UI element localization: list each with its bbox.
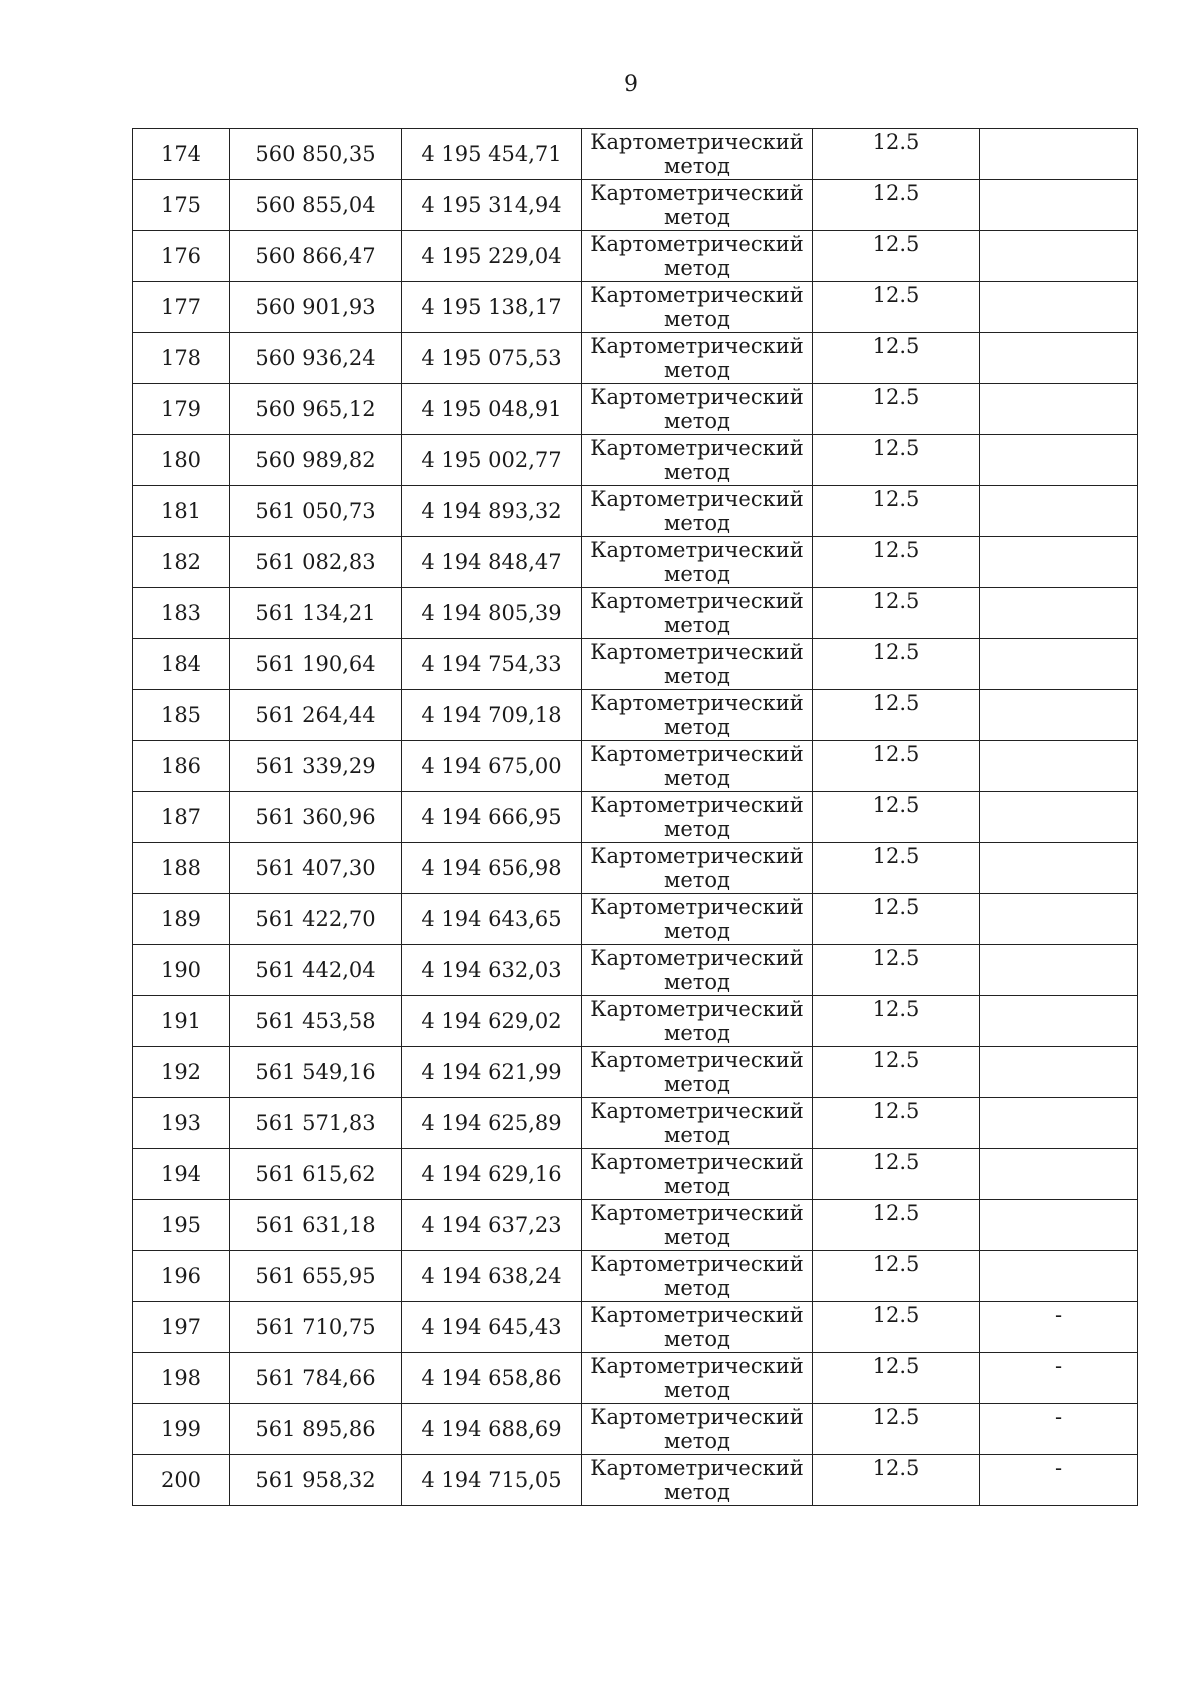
page-number: 9 xyxy=(624,72,638,97)
method-line-1: Картометрический xyxy=(590,283,804,307)
accuracy-cell: 12.5 xyxy=(813,1251,980,1302)
note-cell xyxy=(980,1098,1138,1149)
note-cell xyxy=(980,129,1138,180)
y-coordinate-cell: 4 194 666,95 xyxy=(402,792,582,843)
method-line-1: Картометрический xyxy=(590,946,804,970)
method-cell xyxy=(582,894,813,945)
accuracy-cell: 12.5 xyxy=(813,588,980,639)
y-coordinate-cell: 4 194 625,89 xyxy=(402,1098,582,1149)
method-cell xyxy=(582,1251,813,1302)
y-coordinate-cell: 4 194 629,02 xyxy=(402,996,582,1047)
point-number-cell: 182 xyxy=(133,537,230,588)
method-line-2: метод xyxy=(664,1276,730,1300)
note-cell xyxy=(980,1200,1138,1251)
note-cell xyxy=(980,1251,1138,1302)
y-coordinate-cell: 4 195 138,17 xyxy=(402,282,582,333)
note-cell xyxy=(980,690,1138,741)
point-number-cell: 198 xyxy=(133,1353,230,1404)
y-coordinate-cell: 4 194 805,39 xyxy=(402,588,582,639)
accuracy-cell: 12.5 xyxy=(813,1353,980,1404)
method-cell xyxy=(582,180,813,231)
method-line-2: метод xyxy=(664,562,730,586)
method-cell xyxy=(582,231,813,282)
method-line-2: метод xyxy=(664,1429,730,1453)
table-row xyxy=(133,996,1138,1047)
accuracy-cell: 12.5 xyxy=(813,894,980,945)
method-line-1: Картометрический xyxy=(590,1303,804,1327)
method-line-1: Картометрический xyxy=(590,742,804,766)
accuracy-cell: 12.5 xyxy=(813,945,980,996)
method-cell xyxy=(582,945,813,996)
method-line-2: метод xyxy=(664,868,730,892)
accuracy-cell: 12.5 xyxy=(813,180,980,231)
y-coordinate-cell: 4 195 229,04 xyxy=(402,231,582,282)
y-coordinate-cell: 4 195 002,77 xyxy=(402,435,582,486)
accuracy-cell: 12.5 xyxy=(813,1200,980,1251)
y-coordinate-cell: 4 194 658,86 xyxy=(402,1353,582,1404)
method-line-2: метод xyxy=(664,1174,730,1198)
y-coordinate-cell: 4 195 454,71 xyxy=(402,129,582,180)
method-cell xyxy=(582,588,813,639)
method-line-1: Картометрический xyxy=(590,997,804,1021)
y-coordinate-cell: 4 194 632,03 xyxy=(402,945,582,996)
point-number-cell: 196 xyxy=(133,1251,230,1302)
accuracy-cell: 12.5 xyxy=(813,231,980,282)
x-coordinate-cell: 561 710,75 xyxy=(230,1302,402,1353)
table-row xyxy=(133,792,1138,843)
method-line-1: Картометрический xyxy=(590,487,804,511)
table-row xyxy=(133,1047,1138,1098)
method-line-1: Картометрический xyxy=(590,232,804,256)
method-line-2: метод xyxy=(664,613,730,637)
method-cell xyxy=(582,741,813,792)
method-cell xyxy=(582,435,813,486)
table-row xyxy=(133,435,1138,486)
method-line-2: метод xyxy=(664,409,730,433)
method-line-1: Картометрический xyxy=(590,793,804,817)
point-number-cell: 185 xyxy=(133,690,230,741)
point-number-cell: 184 xyxy=(133,639,230,690)
table-row xyxy=(133,1200,1138,1251)
x-coordinate-cell: 561 134,21 xyxy=(230,588,402,639)
table-row xyxy=(133,384,1138,435)
table-row xyxy=(133,1098,1138,1149)
note-cell xyxy=(980,180,1138,231)
method-line-1: Картометрический xyxy=(590,1150,804,1174)
x-coordinate-cell: 561 571,83 xyxy=(230,1098,402,1149)
method-line-1: Картометрический xyxy=(590,334,804,358)
accuracy-cell: 12.5 xyxy=(813,435,980,486)
method-cell xyxy=(582,1047,813,1098)
accuracy-cell: 12.5 xyxy=(813,486,980,537)
point-number-cell: 188 xyxy=(133,843,230,894)
table-row xyxy=(133,486,1138,537)
note-cell xyxy=(980,792,1138,843)
accuracy-cell: 12.5 xyxy=(813,537,980,588)
x-coordinate-cell: 560 855,04 xyxy=(230,180,402,231)
point-number-cell: 177 xyxy=(133,282,230,333)
table-row xyxy=(133,1302,1138,1353)
method-cell xyxy=(582,1302,813,1353)
method-line-1: Картометрический xyxy=(590,1405,804,1429)
table-row xyxy=(133,231,1138,282)
y-coordinate-cell: 4 194 754,33 xyxy=(402,639,582,690)
accuracy-cell: 12.5 xyxy=(813,1047,980,1098)
method-line-2: метод xyxy=(664,511,730,535)
method-line-1: Картометрический xyxy=(590,538,804,562)
x-coordinate-cell: 561 655,95 xyxy=(230,1251,402,1302)
point-number-cell: 197 xyxy=(133,1302,230,1353)
accuracy-cell: 12.5 xyxy=(813,792,980,843)
note-cell xyxy=(980,945,1138,996)
method-line-2: метод xyxy=(664,307,730,331)
table-row xyxy=(133,537,1138,588)
method-line-1: Картометрический xyxy=(590,844,804,868)
method-cell xyxy=(582,384,813,435)
x-coordinate-cell: 561 958,32 xyxy=(230,1455,402,1506)
method-line-1: Картометрический xyxy=(590,1099,804,1123)
method-cell xyxy=(582,1404,813,1455)
x-coordinate-cell: 561 190,64 xyxy=(230,639,402,690)
method-line-2: метод xyxy=(664,817,730,841)
coordinates-table-body xyxy=(133,129,1138,1506)
point-number-cell: 179 xyxy=(133,384,230,435)
method-line-1: Картометрический xyxy=(590,1354,804,1378)
point-number-cell: 200 xyxy=(133,1455,230,1506)
method-line-2: метод xyxy=(664,1072,730,1096)
note-cell xyxy=(980,231,1138,282)
accuracy-cell: 12.5 xyxy=(813,1149,980,1200)
table-row xyxy=(133,894,1138,945)
x-coordinate-cell: 560 965,12 xyxy=(230,384,402,435)
point-number-cell: 187 xyxy=(133,792,230,843)
table-row xyxy=(133,180,1138,231)
method-line-1: Картометрический xyxy=(590,1456,804,1480)
method-cell xyxy=(582,1149,813,1200)
table-row xyxy=(133,843,1138,894)
method-line-1: Картометрический xyxy=(590,1201,804,1225)
method-cell xyxy=(582,639,813,690)
y-coordinate-cell: 4 194 688,69 xyxy=(402,1404,582,1455)
y-coordinate-cell: 4 194 621,99 xyxy=(402,1047,582,1098)
method-line-1: Картометрический xyxy=(590,436,804,460)
y-coordinate-cell: 4 194 629,16 xyxy=(402,1149,582,1200)
x-coordinate-cell: 561 050,73 xyxy=(230,486,402,537)
x-coordinate-cell: 561 407,30 xyxy=(230,843,402,894)
method-line-1: Картометрический xyxy=(590,640,804,664)
note-cell: - xyxy=(980,1455,1138,1506)
y-coordinate-cell: 4 194 637,23 xyxy=(402,1200,582,1251)
note-cell xyxy=(980,333,1138,384)
point-number-cell: 181 xyxy=(133,486,230,537)
accuracy-cell: 12.5 xyxy=(813,282,980,333)
table-row xyxy=(133,588,1138,639)
note-cell xyxy=(980,588,1138,639)
point-number-cell: 178 xyxy=(133,333,230,384)
x-coordinate-cell: 561 895,86 xyxy=(230,1404,402,1455)
y-coordinate-cell: 4 195 048,91 xyxy=(402,384,582,435)
y-coordinate-cell: 4 195 075,53 xyxy=(402,333,582,384)
point-number-cell: 193 xyxy=(133,1098,230,1149)
x-coordinate-cell: 561 264,44 xyxy=(230,690,402,741)
accuracy-cell: 12.5 xyxy=(813,1098,980,1149)
method-line-2: метод xyxy=(664,1225,730,1249)
x-coordinate-cell: 561 784,66 xyxy=(230,1353,402,1404)
point-number-cell: 194 xyxy=(133,1149,230,1200)
method-cell xyxy=(582,996,813,1047)
accuracy-cell: 12.5 xyxy=(813,690,980,741)
x-coordinate-cell: 561 442,04 xyxy=(230,945,402,996)
point-number-cell: 174 xyxy=(133,129,230,180)
point-number-cell: 183 xyxy=(133,588,230,639)
method-line-2: метод xyxy=(664,664,730,688)
note-cell: - xyxy=(980,1353,1138,1404)
table-row xyxy=(133,1455,1138,1506)
method-line-2: метод xyxy=(664,256,730,280)
method-cell xyxy=(582,792,813,843)
table-row xyxy=(133,129,1138,180)
x-coordinate-cell: 560 850,35 xyxy=(230,129,402,180)
method-cell xyxy=(582,843,813,894)
method-line-1: Картометрический xyxy=(590,130,804,154)
table-row xyxy=(133,333,1138,384)
method-cell xyxy=(582,486,813,537)
method-cell xyxy=(582,1200,813,1251)
accuracy-cell: 12.5 xyxy=(813,639,980,690)
method-line-2: метод xyxy=(664,970,730,994)
accuracy-cell: 12.5 xyxy=(813,384,980,435)
x-coordinate-cell: 561 360,96 xyxy=(230,792,402,843)
y-coordinate-cell: 4 194 709,18 xyxy=(402,690,582,741)
method-line-2: метод xyxy=(664,205,730,229)
x-coordinate-cell: 561 631,18 xyxy=(230,1200,402,1251)
y-coordinate-cell: 4 195 314,94 xyxy=(402,180,582,231)
method-cell xyxy=(582,333,813,384)
method-cell xyxy=(582,1353,813,1404)
table-row xyxy=(133,1251,1138,1302)
x-coordinate-cell: 561 615,62 xyxy=(230,1149,402,1200)
point-number-cell: 192 xyxy=(133,1047,230,1098)
note-cell xyxy=(980,384,1138,435)
accuracy-cell: 12.5 xyxy=(813,129,980,180)
x-coordinate-cell: 560 989,82 xyxy=(230,435,402,486)
method-line-2: метод xyxy=(664,1480,730,1504)
table-row xyxy=(133,1353,1138,1404)
y-coordinate-cell: 4 194 638,24 xyxy=(402,1251,582,1302)
note-cell xyxy=(980,996,1138,1047)
method-line-2: метод xyxy=(664,1378,730,1402)
x-coordinate-cell: 561 339,29 xyxy=(230,741,402,792)
point-number-cell: 195 xyxy=(133,1200,230,1251)
x-coordinate-cell: 560 866,47 xyxy=(230,231,402,282)
note-cell xyxy=(980,537,1138,588)
method-line-2: метод xyxy=(664,460,730,484)
coordinates-table xyxy=(132,128,1138,1506)
table-row xyxy=(133,282,1138,333)
table-row xyxy=(133,1404,1138,1455)
y-coordinate-cell: 4 194 645,43 xyxy=(402,1302,582,1353)
point-number-cell: 199 xyxy=(133,1404,230,1455)
x-coordinate-cell: 561 453,58 xyxy=(230,996,402,1047)
note-cell xyxy=(980,1149,1138,1200)
y-coordinate-cell: 4 194 848,47 xyxy=(402,537,582,588)
point-number-cell: 180 xyxy=(133,435,230,486)
accuracy-cell: 12.5 xyxy=(813,741,980,792)
point-number-cell: 189 xyxy=(133,894,230,945)
point-number-cell: 176 xyxy=(133,231,230,282)
method-line-2: метод xyxy=(664,1327,730,1351)
method-line-1: Картометрический xyxy=(590,385,804,409)
y-coordinate-cell: 4 194 893,32 xyxy=(402,486,582,537)
method-cell xyxy=(582,1098,813,1149)
method-line-2: метод xyxy=(664,919,730,943)
method-line-2: метод xyxy=(664,766,730,790)
y-coordinate-cell: 4 194 643,65 xyxy=(402,894,582,945)
note-cell: - xyxy=(980,1404,1138,1455)
method-line-1: Картометрический xyxy=(590,1048,804,1072)
x-coordinate-cell: 560 936,24 xyxy=(230,333,402,384)
table-row xyxy=(133,639,1138,690)
method-line-1: Картометрический xyxy=(590,691,804,715)
table-row xyxy=(133,690,1138,741)
method-cell xyxy=(582,1455,813,1506)
note-cell xyxy=(980,843,1138,894)
point-number-cell: 191 xyxy=(133,996,230,1047)
point-number-cell: 186 xyxy=(133,741,230,792)
table-row xyxy=(133,1149,1138,1200)
x-coordinate-cell: 560 901,93 xyxy=(230,282,402,333)
x-coordinate-cell: 561 422,70 xyxy=(230,894,402,945)
method-line-2: метод xyxy=(664,715,730,739)
note-cell xyxy=(980,741,1138,792)
note-cell xyxy=(980,486,1138,537)
method-line-2: метод xyxy=(664,1021,730,1045)
y-coordinate-cell: 4 194 675,00 xyxy=(402,741,582,792)
method-line-1: Картометрический xyxy=(590,589,804,613)
accuracy-cell: 12.5 xyxy=(813,1404,980,1455)
method-cell xyxy=(582,282,813,333)
y-coordinate-cell: 4 194 715,05 xyxy=(402,1455,582,1506)
method-cell xyxy=(582,537,813,588)
method-cell xyxy=(582,129,813,180)
note-cell: - xyxy=(980,1302,1138,1353)
method-line-1: Картометрический xyxy=(590,1252,804,1276)
y-coordinate-cell: 4 194 656,98 xyxy=(402,843,582,894)
method-line-2: метод xyxy=(664,154,730,178)
x-coordinate-cell: 561 549,16 xyxy=(230,1047,402,1098)
point-number-cell: 175 xyxy=(133,180,230,231)
table-row xyxy=(133,741,1138,792)
point-number-cell: 190 xyxy=(133,945,230,996)
method-line-1: Картометрический xyxy=(590,895,804,919)
method-line-1: Картометрический xyxy=(590,181,804,205)
method-line-2: метод xyxy=(664,358,730,382)
accuracy-cell: 12.5 xyxy=(813,843,980,894)
method-line-2: метод xyxy=(664,1123,730,1147)
note-cell xyxy=(980,639,1138,690)
accuracy-cell: 12.5 xyxy=(813,1455,980,1506)
table-row xyxy=(133,945,1138,996)
note-cell xyxy=(980,282,1138,333)
method-cell xyxy=(582,690,813,741)
note-cell xyxy=(980,435,1138,486)
note-cell xyxy=(980,894,1138,945)
accuracy-cell: 12.5 xyxy=(813,996,980,1047)
accuracy-cell: 12.5 xyxy=(813,1302,980,1353)
accuracy-cell: 12.5 xyxy=(813,333,980,384)
note-cell xyxy=(980,1047,1138,1098)
x-coordinate-cell: 561 082,83 xyxy=(230,537,402,588)
